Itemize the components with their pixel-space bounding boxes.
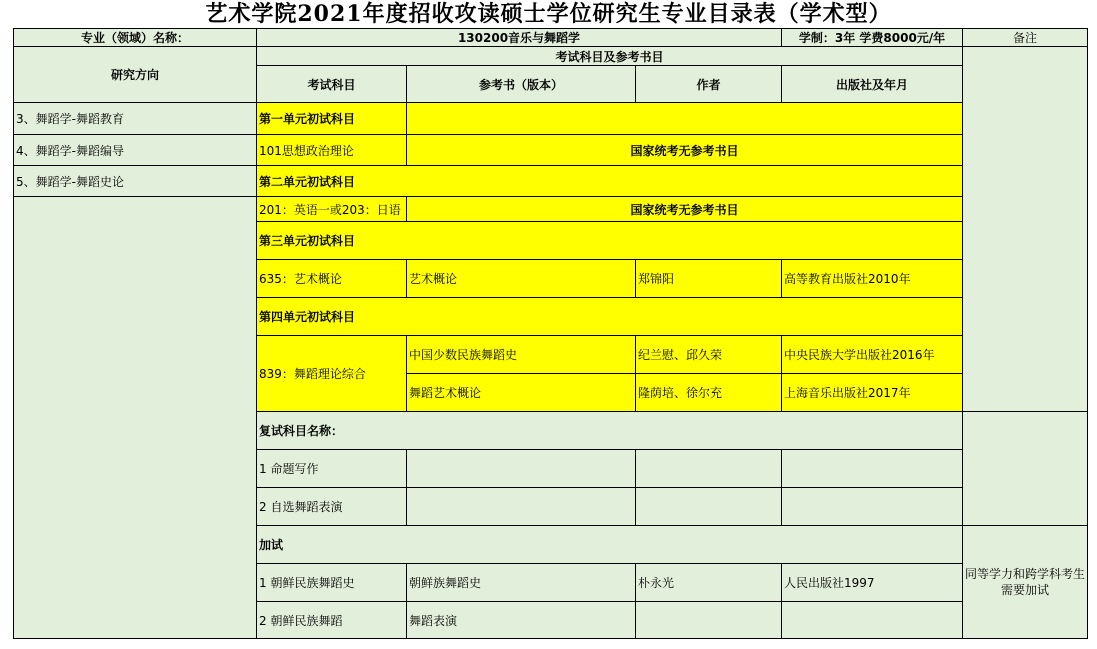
remark-header: 备注 — [963, 29, 1088, 47]
unit1-label: 第一单元初试科目 — [257, 103, 407, 135]
col-book: 参考书（版本） — [407, 66, 636, 103]
direction-empty — [14, 197, 257, 639]
retest-item: 1 命题写作 — [257, 450, 407, 488]
research-direction-header: 研究方向 — [14, 47, 257, 103]
remark-column — [963, 47, 1088, 412]
col-subject: 考试科目 — [257, 66, 407, 103]
extra-remark: 同等学力和跨学科考生需要加试 — [963, 526, 1088, 639]
duration-fee: 学制：3年 学费8000元/年 — [782, 29, 963, 47]
major-label: 专业（领域）名称： — [14, 29, 257, 47]
unit4-book: 中国少数民族舞蹈史 — [407, 336, 636, 374]
extra-subject: 1 朝鲜民族舞蹈史 — [257, 564, 407, 602]
unit3-author: 郑锦阳 — [636, 260, 782, 298]
extra-book: 舞蹈表演 — [407, 602, 636, 639]
extra-book: 朝鲜族舞蹈史 — [407, 564, 636, 602]
major-value: 130200音乐与舞蹈学 — [257, 29, 782, 47]
catalog-table — [13, 28, 1088, 639]
retest-remark — [963, 412, 1088, 526]
extra-author — [636, 602, 782, 639]
unit2-note: 国家统考无参考书目 — [407, 197, 963, 222]
extra-author: 朴永光 — [636, 564, 782, 602]
unit4-publisher: 上海音乐出版社2017年 — [782, 374, 963, 412]
extra-publisher — [782, 602, 963, 639]
unit4-label: 第四单元初试科目 — [257, 298, 963, 336]
unit1-fill — [407, 103, 963, 135]
extra-subject: 2 朝鲜民族舞蹈 — [257, 602, 407, 639]
direction-item: 4、舞蹈学-舞蹈编导 — [14, 135, 257, 166]
direction-item: 3、舞蹈学-舞蹈教育 — [14, 103, 257, 135]
col-author: 作者 — [636, 66, 782, 103]
unit4-publisher: 中央民族大学出版社2016年 — [782, 336, 963, 374]
unit4-author: 隆荫培、徐尔充 — [636, 374, 782, 412]
unit2-subject: 201：英语一或203：日语 — [257, 197, 407, 222]
exam-group-header: 考试科目及参考书目 — [257, 47, 963, 66]
col-publisher: 出版社及年月 — [782, 66, 963, 103]
unit1-note: 国家统考无参考书目 — [407, 135, 963, 166]
unit2-label: 第二单元初试科目 — [257, 166, 963, 197]
direction-item: 5、舞蹈学-舞蹈史论 — [14, 166, 257, 197]
unit3-subject: 635：艺术概论 — [257, 260, 407, 298]
unit3-publisher: 高等教育出版社2010年 — [782, 260, 963, 298]
retest-label: 复试科目名称： — [257, 412, 963, 450]
extra-publisher: 人民出版社1997 — [782, 564, 963, 602]
retest-item: 2 自选舞蹈表演 — [257, 488, 407, 526]
extra-label: 加试 — [257, 526, 963, 564]
unit3-book: 艺术概论 — [407, 260, 636, 298]
unit3-label: 第三单元初试科目 — [257, 222, 963, 260]
unit4-author: 纪兰慰、邱久荣 — [636, 336, 782, 374]
unit4-book: 舞蹈艺术概论 — [407, 374, 636, 412]
unit1-subject: 101思想政治理论 — [257, 135, 407, 166]
page-title: 艺术学院2021年度招收攻读硕士学位研究生专业目录表（学术型） — [205, 1, 892, 27]
unit4-subject: 839：舞蹈理论综合 — [257, 336, 407, 412]
